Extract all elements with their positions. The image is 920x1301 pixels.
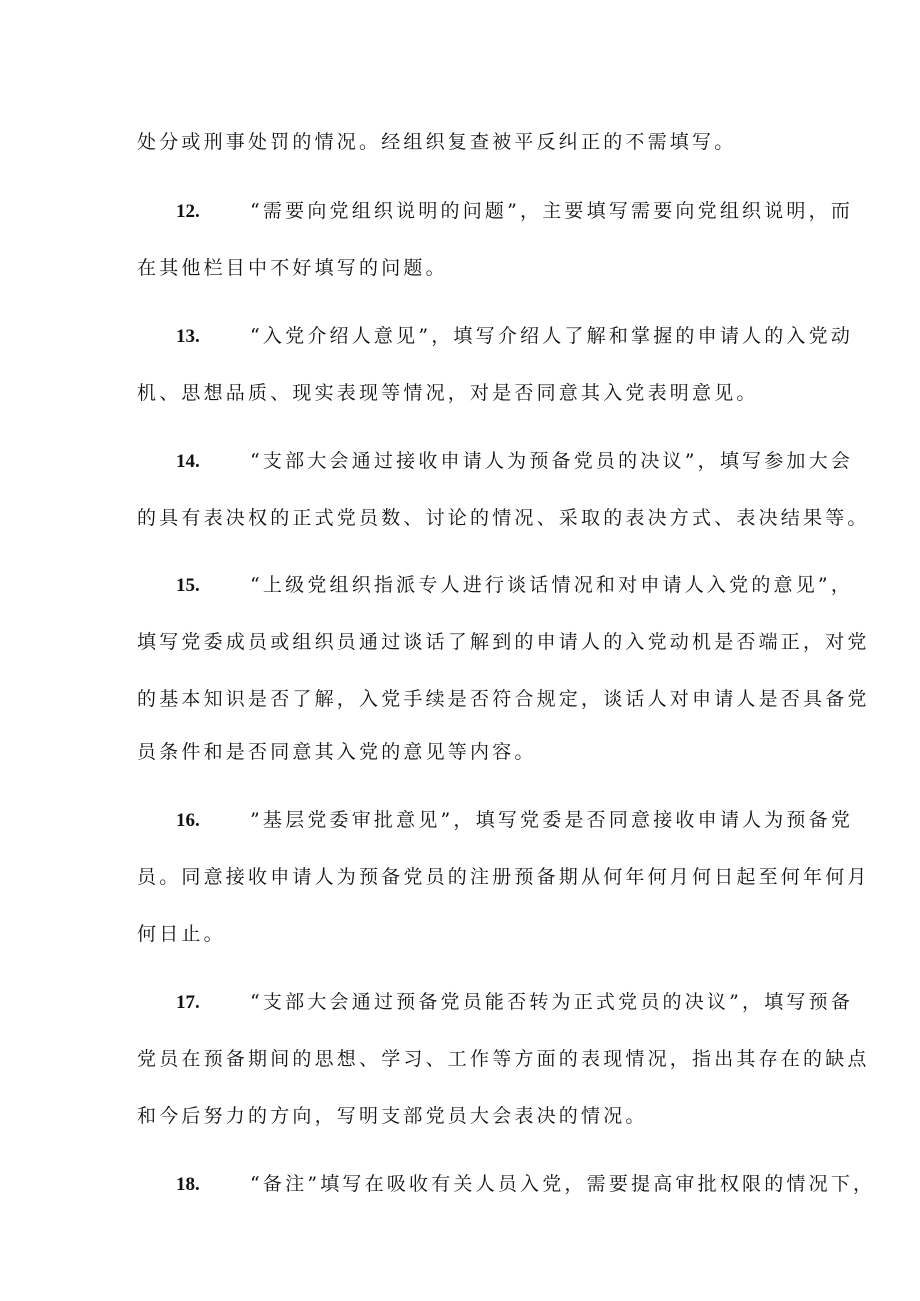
item-number: 12. [176,201,200,222]
paragraph-13-line-1: 机、思想品质、现实表现等情况，对是否同意其入党表明意见。 [137,382,759,404]
item-number: 17. [176,992,200,1013]
paragraph-16-line-1: 员。同意接收申请人为预备党员的注册预备期从何年何月何日起至何年何月 [137,866,870,888]
paragraph-15-line-1: 填写党委成员或组织员通过谈话了解到的申请人的入党动机是否端正，对党 [137,631,870,653]
paragraph-17-line-2: 和今后努力的方向，写明支部党员大会表决的情况。 [137,1105,648,1127]
paragraph-12-line-0: 12. “需要向党组织说明的问题”，主要填写需要向党组织说明，而 [176,200,854,222]
paragraph-17-line-1: 党员在预备期间的思想、学习、工作等方面的表现情况，指出其存在的缺点 [137,1048,870,1070]
paragraph-15-line-3: 员条件和是否同意其入党的意见等内容。 [137,741,537,763]
paragraph-0-line-0: 处分或刑事处罚的情况。经组织复查被平反纠正的不需填写。 [137,131,737,153]
paragraph-16-line-0: 16. ”基层党委审批意见”，填写党委是否同意接收申请人为预备党 [176,809,854,831]
paragraph-13-line-0: 13. “入党介绍人意见”，填写介绍人了解和掌握的申请人的入党动 [176,325,854,347]
item-number: 14. [176,451,200,472]
paragraph-12-line-1: 在其他栏目中不好填写的问题。 [137,257,448,279]
paragraph-18-line-0: 18. “备注”填写在吸收有关人员入党，需要提高审批权限的情况下， [176,1173,876,1195]
item-number: 16. [176,810,200,831]
paragraph-17-line-0: 17. “支部大会通过预备党员能否转为正式党员的决议”，填写预备 [176,991,854,1013]
paragraph-16-line-2: 何日止。 [137,923,226,945]
item-number: 15. [176,575,200,596]
paragraph-14-line-1: 的具有表决权的正式党员数、讨论的情况、采取的表决方式、表决结果等。 [137,507,870,529]
paragraph-14-line-0: 14. “支部大会通过接收申请人为预备党员的决议”，填写参加大会 [176,450,854,472]
item-number: 13. [176,326,200,347]
paragraph-15-line-2: 的基本知识是否了解，入党手续是否符合规定，谈话人对申请人是否具备党 [137,688,870,710]
item-number: 18. [176,1174,200,1195]
paragraph-15-line-0: 15. “上级党组织指派专人进行谈话情况和对申请人入党的意见”， [176,574,854,596]
